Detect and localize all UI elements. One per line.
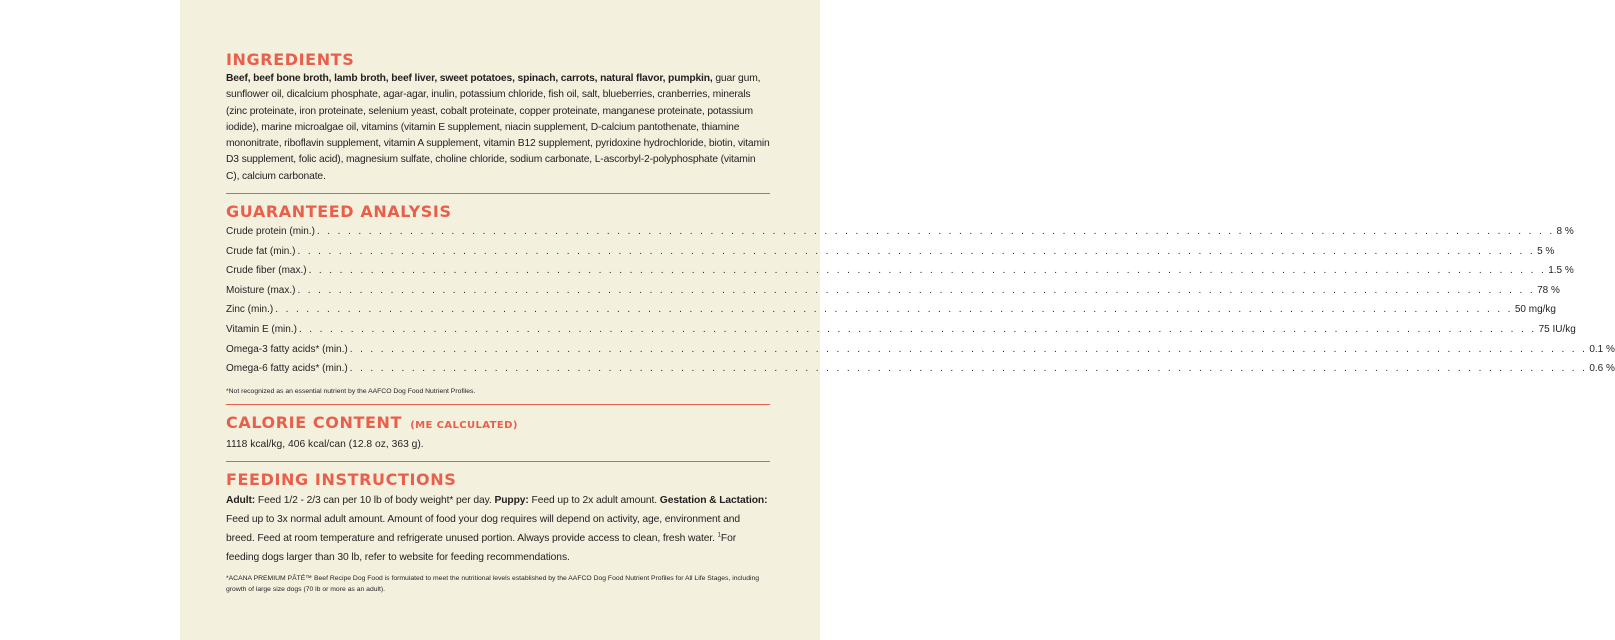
analysis-label: Moisture (max.) xyxy=(226,284,296,296)
analysis-value: 8 % xyxy=(1556,226,1574,238)
analysis-value: 1.5 % xyxy=(1548,265,1574,277)
calorie-heading-main: CALORIE CONTENT xyxy=(226,412,403,432)
label-content xyxy=(226,50,1615,595)
feeding-heading: FEEDING INSTRUCTIONS xyxy=(226,469,457,489)
divider xyxy=(226,461,770,462)
gestation-text: Feed up to 3x normal adult amount. Amount of food your dog requires will depend on activity, age, environment and breed. Feed at room temperature and refrigerate unused portion. Always provide access to clean, fresh water. xyxy=(226,513,740,544)
analysis-row xyxy=(226,222,1574,242)
puppy-text: Feed up to 2x adult amount. xyxy=(528,494,660,506)
dot-leader: . . . . . . . . . . . . . . . . . . . . . . . . . . . . . . . . . . . . . . . . . . . . . . . . . . . . . . . . . . . . . . . . . . . . . . . . . . . . . . . . . . . . . . . . . . . . . . . . . . . . . . . . . . . . . . . . . . . . . . . . xyxy=(349,343,1588,355)
analysis-heading: GUARANTEED ANALYSIS xyxy=(226,202,452,222)
analysis-row xyxy=(226,261,1574,281)
analysis-row xyxy=(226,300,1556,320)
analysis-row xyxy=(226,281,1560,301)
analysis-row xyxy=(226,320,1576,340)
dot-leader: . . . . . . . . . . . . . . . . . . . . . . . . . . . . . . . . . . . . . . . . . . . . . . . . . . . . . . . . . . . . . . . . . . . . . . . . . . . . . . . . . . . . . . . . . . . . . . . . . . . . . . . . . . . . . . . . . . . . . . . . xyxy=(275,304,1513,316)
fine-print: *ACANA PREMIUM PÂTÉ™ Beef Recipe Dog Food is formulated to meet the nutritional levels established by the AAFCO Dog Food Nutrient Profiles for All Life Stages, including growth of large size dogs (70 lb or more as an adult). xyxy=(226,574,760,593)
divider xyxy=(226,193,770,194)
analysis-label: Omega-3 fatty acids* (min.) xyxy=(226,343,348,355)
ingredients-rest-text: guar gum, sunflower oil, dicalcium phosphate, agar-agar, inulin, potassium chloride, fish oil, salt, blueberries, cranberries, minerals (zinc proteinate, iron proteinate, selenium yeast, cobalt proteinate, copper proteinate, manganese proteinate, potassium iodide), marine microalgae oil, vitamins (vitamin E supplement, niacin supplement, D-calcium pantothenate, thiamine mononitrate, riboflavin supplement, vitamin A supplement, vitamin B12 supplement, pyridoxine hydrochloride, biotin, vitamin D3 supplement, folic acid), magnesium sulfate, choline chloride, sodium carbonate, L-ascorbyl-2-polyphosphate (vitamin C), calcium carbonate. xyxy=(226,73,770,182)
analysis-label: Crude fat (min.) xyxy=(226,245,296,257)
analysis-label: Omega-6 fatty acids* (min.) xyxy=(226,363,348,375)
adult-label: Adult: xyxy=(226,494,256,506)
ingredients-bold-text: Beef, beef bone broth, lamb broth, beef liver, sweet potatoes, spinach, carrots, natural flavor, pumpkin, xyxy=(226,73,713,84)
calorie-subheading: (ME CALCULATED) xyxy=(410,419,518,431)
analysis-label: Vitamin E (min.) xyxy=(226,324,297,336)
dot-leader: . . . . . . . . . . . . . . . . . . . . . . . . . . . . . . . . . . . . . . . . . . . . . . . . . . . . . . . . . . . . . . . . . . . . . . . . . . . . . . . . . . . . . . . . . . . . . . . . . . . . . . . . . . . . . . . . . . . . . . . . xyxy=(308,265,1547,277)
analysis-row xyxy=(226,359,1615,379)
dot-leader: . . . . . . . . . . . . . . . . . . . . . . . . . . . . . . . . . . . . . . . . . . . . . . . . . . . . . . . . . . . . . . . . . . . . . . . . . . . . . . . . . . . . . . . . . . . . . . . . . . . . . . . . . . . . . . . . . . . . . . . . xyxy=(297,284,1536,296)
analysis-value: 0.1 % xyxy=(1589,343,1615,355)
analysis-row xyxy=(226,242,1555,262)
calorie-text: 1118 kcal/kg, 406 kcal/can (12.8 oz, 363 g). xyxy=(226,438,424,450)
analysis-value: 5 % xyxy=(1537,245,1555,257)
analysis-value: 0.6 % xyxy=(1589,363,1615,375)
ingredients-heading: INGREDIENTS xyxy=(226,50,355,69)
dot-leader: . . . . . . . . . . . . . . . . . . . . . . . . . . . . . . . . . . . . . . . . . . . . . . . . . . . . . . . . . . . . . . . . . . . . . . . . . . . . . . . . . . . . . . . . . . . . . . . . . . . . . . . . . . . . . . . . . . . . . . . . xyxy=(298,324,1537,336)
analysis-footnote: *Not recognized as an essential nutrient by the AAFCO Dog Food Nutrient Profiles. xyxy=(226,387,476,395)
dot-leader: . . . . . . . . . . . . . . . . . . . . . . . . . . . . . . . . . . . . . . . . . . . . . . . . . . . . . . . . . . . . . . . . . . . . . . . . . . . . . . . . . . . . . . . . . . . . . . . . . . . . . . . . . . . . . . . . . . . . . . . . xyxy=(316,226,1555,238)
gestation-label: Gestation & Lactation: xyxy=(659,494,768,506)
analysis-label: Crude fiber (max.) xyxy=(226,265,307,277)
analysis-table xyxy=(226,222,1615,379)
feeding-text xyxy=(226,491,770,567)
puppy-label: Puppy: xyxy=(494,494,529,506)
ingredients-text xyxy=(226,71,770,185)
divider xyxy=(226,404,770,405)
dot-leader: . . . . . . . . . . . . . . . . . . . . . . . . . . . . . . . . . . . . . . . . . . . . . . . . . . . . . . . . . . . . . . . . . . . . . . . . . . . . . . . . . . . . . . . . . . . . . . . . . . . . . . . . . . . . . . . . . . . . . . . . xyxy=(297,245,1536,257)
dot-leader: . . . . . . . . . . . . . . . . . . . . . . . . . . . . . . . . . . . . . . . . . . . . . . . . . . . . . . . . . . . . . . . . . . . . . . . . . . . . . . . . . . . . . . . . . . . . . . . . . . . . . . . . . . . . . . . . . . . . . . . . xyxy=(349,363,1588,375)
analysis-label: Crude protein (min.) xyxy=(226,226,315,238)
analysis-label: Zinc (min.) xyxy=(226,304,274,316)
analysis-value: 78 % xyxy=(1537,284,1560,296)
analysis-row xyxy=(226,340,1615,360)
footnote-marker: 1 xyxy=(717,532,721,539)
calorie-heading xyxy=(226,413,770,436)
adult-text: Feed 1/2 - 2/3 can per 10 lb of body weight* per day. xyxy=(255,494,495,506)
analysis-value: 50 mg/kg xyxy=(1514,304,1556,316)
analysis-value: 75 IU/kg xyxy=(1538,324,1576,336)
feeding-tail-text: For feeding dogs larger than 30 lb, refer to website for feeding recommendations. xyxy=(226,532,737,563)
label-panel xyxy=(180,0,1615,640)
